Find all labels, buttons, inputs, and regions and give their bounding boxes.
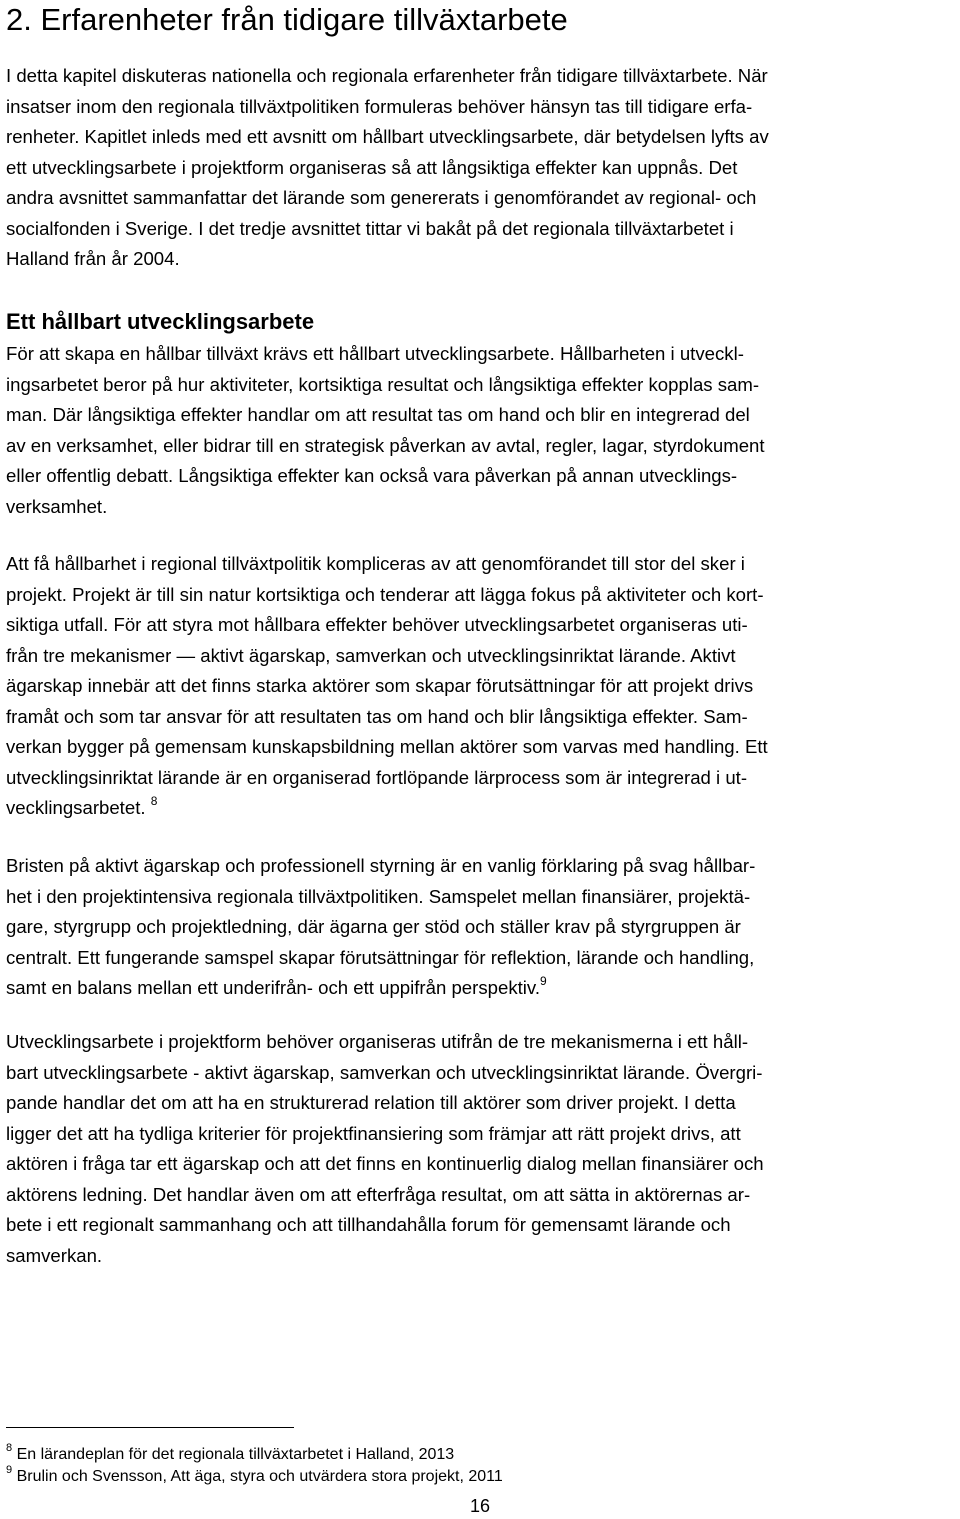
text-line: andra avsnittet sammanfattar det lärande som genererats i genomförandet av regional- och (6, 187, 757, 208)
footnote-number: 8 (6, 1442, 13, 1454)
section-paragraph-3 (6, 851, 954, 1004)
chapter-title: 2. Erfarenheter från tidigare tillväxtarbete (6, 2, 568, 37)
text-line: Halland från år 2004. (6, 248, 180, 269)
text-line: centralt. Ett fungerande samspel skapar förutsättningar för reflektion, lärande och handling, (6, 946, 755, 968)
text-line: ägarskap innebär att det finns starka aktörer som skapar förutsättningar för att projekt drivs (6, 675, 754, 696)
text-line: bete i ett regionalt sammanhang och att tillhandahålla forum för gemensamt lärande och (6, 1214, 731, 1235)
section-paragraph-2 (6, 549, 954, 824)
text-line: Att få hållbarhet i regional tillväxtpolitik kompliceras av att genomförandet till stor del sker i (6, 553, 745, 574)
text-line: aktörens ledning. Det handlar även om att efterfråga resultat, om att sätta in aktörernas ar- (6, 1183, 751, 1205)
text-line: socialfonden i Sverige. I det tredje avsnittet tittar vi bakåt på det regionala tillväxtarbetet i (6, 217, 734, 239)
page-number: 16 (469, 1496, 491, 1516)
text-line: I detta kapitel diskuteras nationella och regionala erfarenheter från tidigare tillväxtarbete. När (6, 65, 768, 86)
text-line: utvecklingsinriktat lärande är en organiserad fortlöpande lärprocess som är integrerad i ut- (6, 766, 748, 788)
text-line: framåt och som tar ansvar för att resultaten tas om hand och blir långsiktiga effekter. Sam- (6, 705, 748, 727)
text-line: verksamhet. (6, 495, 108, 517)
footnote-9 (6, 1466, 503, 1488)
section-paragraph-4 (6, 1027, 954, 1271)
text-line: från tre mekanismer — aktivt ägarskap, samverkan och utvecklingsinriktat lärande. Aktivt (6, 644, 736, 666)
footnote-reference: 9 (540, 974, 547, 988)
text-line: renheter. Kapitlet inleds med ett avsnitt om hållbart utvecklingsarbete, där betydelsen lyfts av (6, 126, 769, 147)
text-line: aktören i fråga tar ett ägarskap och att det finns en kontinuerlig dialog mellan finansiärer och (6, 1153, 764, 1174)
text-line-end: vecklingsarbetet. (6, 797, 146, 818)
text-line: samverkan. (6, 1244, 103, 1266)
footnote-number: 9 (6, 1464, 13, 1476)
footnote-divider (6, 1427, 294, 1428)
text-line: projekt. Projekt är till sin natur kortsiktiga och tenderar att lägga fokus på aktiviteter och kort- (6, 583, 764, 605)
text-line (6, 793, 954, 824)
text-line: man. Där långsiktiga effekter handlar om att resultat tas om hand och blir en integrerad del (6, 404, 750, 425)
footnote-text: Brulin och Svensson, Att äga, styra och utvärdera stora projekt, 2011 (16, 1468, 503, 1485)
text-line: bart utvecklingsarbete - aktivt ägarskap, samverkan och utvecklingsinriktat lärande. Övergri- (6, 1061, 763, 1083)
text-line: Bristen på aktivt ägarskap och professionell styrning är en vanlig förklaring på svag hållbar- (6, 855, 756, 876)
text-line: het i den projektintensiva regionala tillväxtpolitiken. Samspelet mellan finansiärer, projektä- (6, 885, 751, 907)
text-line (6, 973, 954, 1004)
section-heading: Ett hållbart utvecklingsarbete (6, 309, 315, 334)
footnote-text: En lärandeplan för det regionala tillväxtarbetet i Halland, 2013 (16, 1446, 455, 1463)
text-line: verkan bygger på gemensam kunskapsbildning mellan aktörer som varvas med handling. Ett (6, 736, 768, 757)
text-line: ligger det att ha tydliga kriterier för projektfinansiering som främjar att rätt projekt drivs, att (6, 1122, 741, 1144)
footnote-reference: 8 (150, 794, 158, 808)
text-line: pande handlar det om att ha en strukturerad relation till aktörer som driver projekt. I detta (6, 1092, 736, 1113)
text-line: Utvecklingsarbete i projektform behöver organiseras utifrån de tre mekanismerna i ett håll- (6, 1031, 749, 1052)
text-line: ett utvecklingsarbete i projektform organiseras så att långsiktiga effekter kan uppnås. Det (6, 156, 738, 178)
text-line: ingsarbetet beror på hur aktiviteter, kortsiktiga resultat och långsiktiga effekter kopplas sam- (6, 373, 760, 395)
text-line-end: samt en balans mellan ett underifrån- och ett uppifrån perspektiv. (6, 977, 540, 998)
footnote-8 (6, 1444, 454, 1466)
text-line: siktiga utfall. För att styra mot hållbara effekter behöver utvecklingsarbetet organiseras uti- (6, 614, 748, 635)
text-line: gare, styrgrupp och projektledning, där ägarna ger stöd och ställer krav på styrgruppen är (6, 916, 741, 937)
text-line: För att skapa en hållbar tillväxt krävs ett hållbart utvecklingsarbete. Hållbarheten i utveckl- (6, 343, 744, 364)
text-line: eller offentlig debatt. Långsiktiga effekter kan också vara påverkan på annan utvecklings- (6, 465, 738, 486)
text-line: insatser inom den regionala tillväxtpolitiken formuleras behöver hänsyn tas till tidigare erfa- (6, 95, 753, 117)
text-line: av en verksamhet, eller bidrar till en strategisk påverkan av avtal, regler, lagar, styrdokument (6, 434, 765, 456)
intro-paragraph (6, 61, 954, 275)
section-paragraph-1 (6, 339, 954, 522)
